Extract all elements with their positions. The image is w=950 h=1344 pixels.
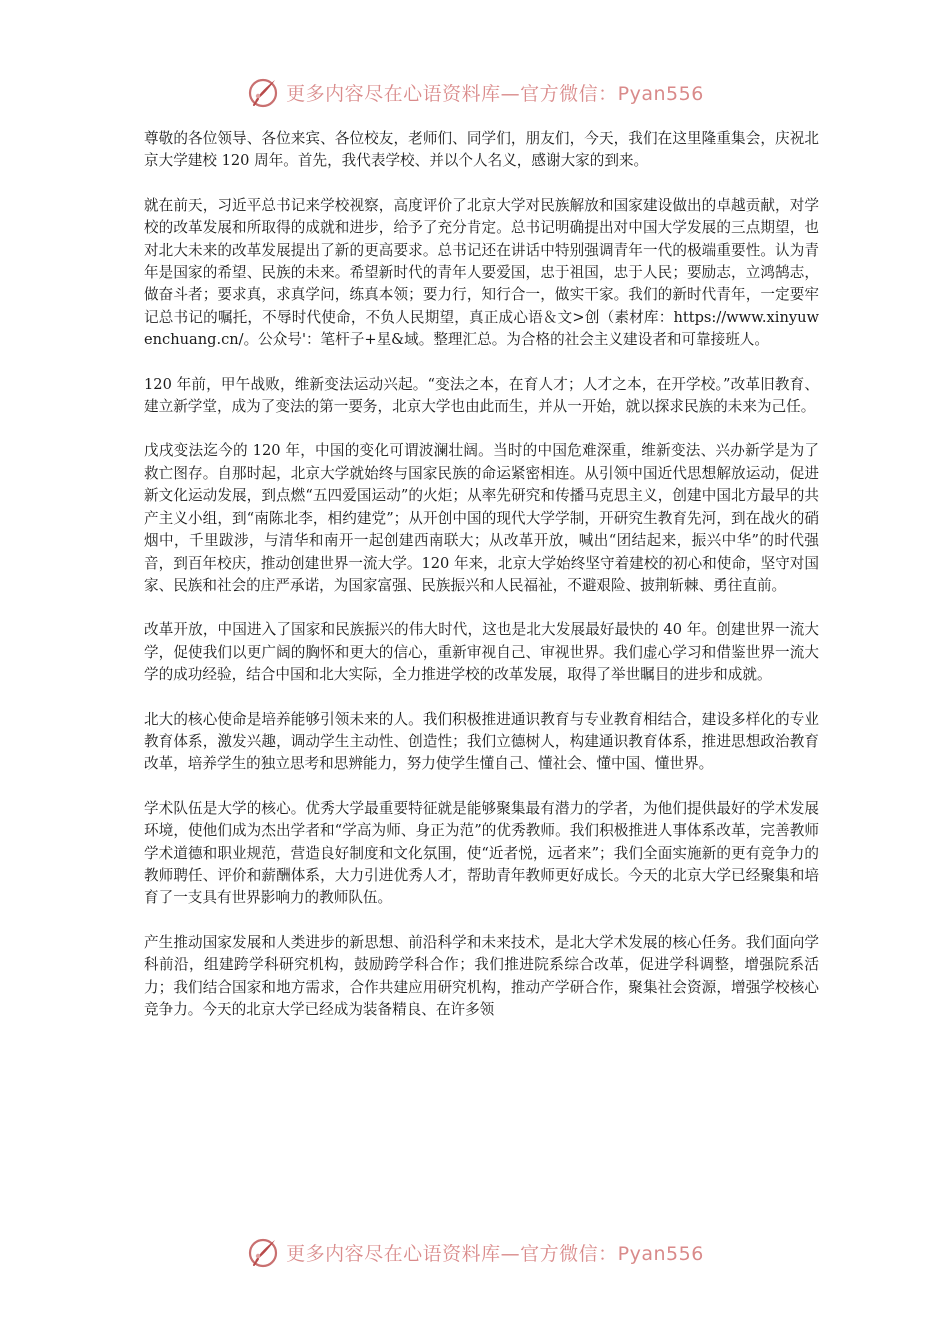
document-body [144,128,819,1043]
paragraph-1: 尊敬的各位领导、各位来宾、各位校友，老师们、同学们，朋友们，今天，我们在这里隆重集会，庆祝北京大学建校 120 周年。首先，我代表学校、并以个人名义，感谢大家的到来。 [144,130,819,170]
paragraph-3: 120 年前，甲午战败，维新变法运动兴起。“变法之本，在育人才；人才之本，在开学校。”改革旧教育、建立新学堂，成为了变法的第一要务，北京大学也由此而生，并从一开始，就以探求民族的未来为己任。 [144,375,819,416]
paragraph-5: 改革开放，中国进入了国家和民族振兴的伟大时代，这也是北大发展最好最快的 40 年。创建世界一流大学，促使我们以更广阔的胸怀和更大的信心，重新审视自己、审视世界。我们虚心学习和借鉴世界一流大学的成功经验，结合中国和北大实际，全力推进学校的改革发展，取得了举世瞩目的进步和成就。 [144,621,819,684]
paragraph-4: 戊戌变法迄今的 120 年，中国的变化可谓波澜壮阔。当时的中国危难深重，维新变法、兴办新学是为了救亡图存。自那时起，北京大学就始终与国家民族的命运紧密相连。从引领中国近代思想解放运动，促进新文化运动发展，到点燃“五四爱国运动”的火炬；从率先研究和传播马克思主义，创建中国北方最早的共产主义小组，到“南陈北李，相约建党”；从开创中国的现代大学学制，开研究生教育先河，到在战火的硝烟中，千里跋涉，与清华和南开一起创建西南联大；从改革开放，喊出“团结起来，振兴中华”的时代强音，到百年校庆，推动创建世界一流大学。120 年来，北京大学始终坚守着建校的初心和使命，坚守对国家、民族和社会的庄严承诺，为国家富强、民族振兴和人民福祉，不避艰险、披荆斩棘、勇往直前。 [144,442,819,594]
paragraph-7: 学术队伍是大学的核心。优秀大学最重要特征就是能够聚集最有潜力的学者，为他们提供最好的学术发展环境，使他们成为杰出学者和“学高为师、身正为范”的优秀教师。我们积极推进人事体系改革，完善教师学术道德和职业规范，营造良好制度和文化氛围，使“近者悦，远者来”；我们全面实施新的更有竞争力的教师聘任、评价和薪酬体系，大力引进优秀人才，帮助青年教师更好成长。今天的北京大学已经聚集和培育了一支具有世界影响力的教师队伍。 [144,799,819,907]
quill-logo-icon [246,1235,280,1269]
quill-logo-icon [246,75,280,109]
watermark-text: 更多内容尽在心语资料库—官方微信：Pyan556 [286,82,704,105]
header-watermark-banner [0,72,950,112]
paragraph-6: 北大的核心使命是培养能够引领未来的人。我们积极推进通识教育与专业教育相结合，建设多样化的专业教育体系，激发兴趣，调动学生主动性、创造性；我们立德树人，构建通识教育体系，推进思想政治教育改革，培养学生的独立思考和思辨能力，努力使学生懂自己、懂社会、懂中国、懂世界。 [144,710,819,773]
footer-watermark-banner [0,1232,950,1272]
watermark-text: 更多内容尽在心语资料库—官方微信：Pyan556 [286,1242,704,1265]
paragraph-8: 产生推动国家发展和人类进步的新思想、前沿科学和未来技术，是北大学术发展的核心任务。我们面向学科前沿，组建跨学科研究机构，鼓励跨学科合作；我们推进院系综合改革，促进学科调整，增强院系活力；我们结合国家和地方需求，合作共建应用研究机构，推动产学研合作，聚集社会资源，增强学校核心竞争力。今天的北京大学已经成为装备精良、在许多领 [144,933,819,1018]
paragraph-2: 就在前天，习近平总书记来学校视察，高度评价了北京大学对民族解放和国家建设做出的卓越贡献，对学校的改革发展和所取得的成就和进步，给予了充分肯定。总书记明确提出对中国大学发展的三点期望，也对北大未来的改革发展提出了新的更高要求。总书记还在讲话中特别强调青年一代的极端重要性。认为青年是国家的希望、民族的未来。希望新时代的青年人要爱国，忠于祖国，忠于人民；要励志，立鸿鹄志，做奋斗者；要求真，求真学问，练真本领；要力行，知行合一，做实干家。我们的新时代青年，一定要牢记总书记的嘱托，不辱时代使命，不负人民期望，真正成心语＆文>创（素材库：https://www.xinyuwenchuang.cn/。公众号'：笔杆子+星&域。整理汇总。为合格的社会主义建设者和可靠接班人。 [144,196,819,349]
